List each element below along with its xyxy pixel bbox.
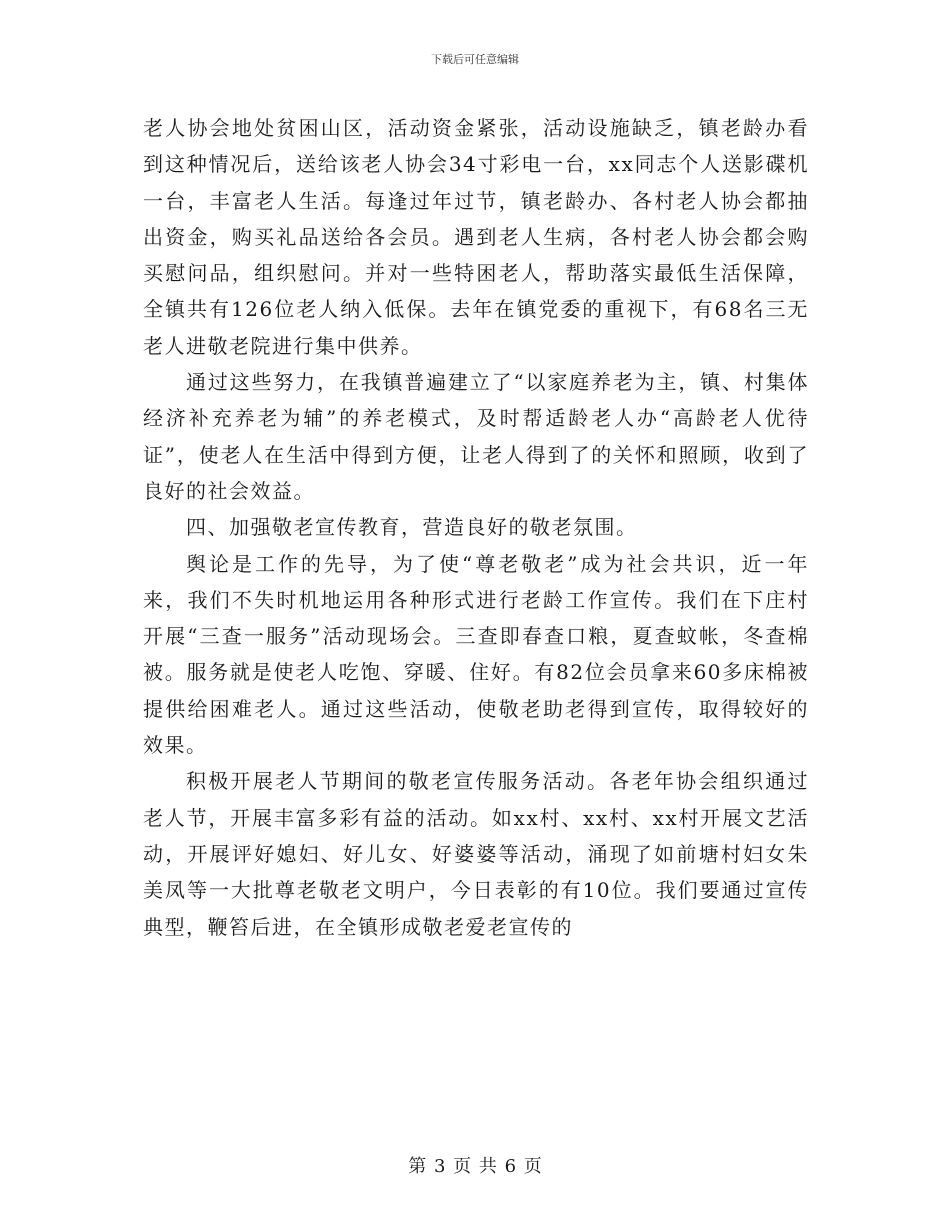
page-number-footer: 第 3 页 共 6 页: [408, 1156, 542, 1177]
paragraph-4: 积极开展老人节期间的敬老宣传服务活动。各老年协会组织通过老人节，开展丰富多彩有益的活动。如xx村、xx村、xx村开展文艺活动，开展评好媳妇、好儿女、好婆婆等活动，涌现了如前塘村妇女朱美凤等一大批尊老敬老文明户，今日表彰的有10位。我们要通过宣传典型，鞭笞后进，在全镇形成敬老爱老宣传的: [143, 769, 809, 939]
paragraph-2: 通过这些努力，在我镇普遍建立了“以家庭养老为主，镇、村集体经济补充养老为辅”的养老模式，及时帮适龄老人办“高龄老人优待证”，使老人在生活中得到方便，让老人得到了的关怀和照顾，收到了良好的社会效益。: [143, 370, 809, 503]
paragraph-3: 舆论是工作的先导，为了使“尊老敬老”成为社会共识，近一年来，我们不失时机地运用各种形式进行老龄工作宣传。我们在下庄村开展“三查一服务”活动现场会。三查即春查口粮，夏查蚊帐，冬查棉被。服务就是使老人吃饱、穿暖、住好。有82位会员拿来60多床棉被提供给困难老人。通过这些活动，使敬老助老得到宣传，取得较好的效果。: [143, 551, 809, 758]
paragraph-1: 老人协会地处贫困山区，活动资金紧张，活动设施缺乏，镇老龄办看到这种情况后，送给该老人协会34寸彩电一台，xx同志个人送影碟机一台，丰富老人生活。每逢过年过节，镇老龄办、各村老人协会都抽出资金，购买礼品送给各会员。遇到老人生病，各村老人协会都会购买慰问品，组织慰问。并对一些特困老人，帮助落实最低生活保障，全镇共有126位老人纳入低保。去年在镇党委的重视下，有68名三无老人进敬老院进行集中供养。: [143, 116, 809, 358]
document-body: [143, 110, 809, 945]
page-header-note: 下载后可任意编辑: [431, 53, 519, 66]
section-heading-4: 四、加强敬老宣传教育，营造良好的敬老氛围。: [186, 515, 638, 540]
